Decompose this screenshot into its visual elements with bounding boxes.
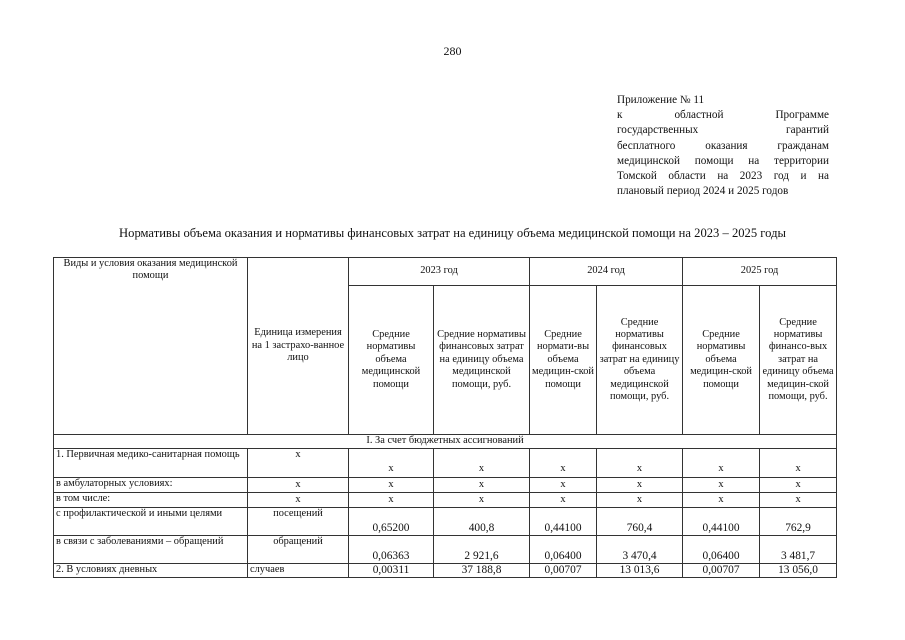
row-name: в амбулаторных условиях:	[54, 478, 248, 493]
header-sub: Средние нормативы финансо-вых затрат на единицу объема медицин-ской помощи, руб.	[760, 286, 837, 435]
row-value: x	[530, 478, 597, 493]
row-value: 0,00707	[683, 564, 760, 578]
row-value: x	[434, 449, 530, 478]
table-row	[54, 564, 837, 578]
row-value: x	[683, 449, 760, 478]
appendix-line: государственных гарантий	[617, 124, 829, 137]
row-value: x	[683, 493, 760, 508]
row-name: в том числе:	[54, 493, 248, 508]
page-number: 280	[443, 44, 462, 58]
row-value: 0,00311	[349, 564, 434, 578]
appendix-line: Приложение № 11	[617, 94, 705, 106]
appendix-line: Томской области на 2023 год и на	[617, 170, 829, 183]
row-value: 13 056,0	[760, 564, 837, 578]
header-sub: Средние нормати-вы объема медицин-ской помощи	[530, 286, 597, 435]
row-value: x	[349, 478, 434, 493]
row-value: x	[349, 449, 434, 478]
row-value: x	[434, 493, 530, 508]
row-value: x	[434, 478, 530, 493]
row-value: x	[530, 493, 597, 508]
section-title: I. За счет бюджетных ассигнований	[54, 435, 837, 449]
header-sub: Средние нормативы финансовых затрат на единицу объема медицинской помощи, руб.	[434, 286, 530, 435]
norms-table	[53, 257, 837, 578]
header-sub: Средние нормативы объема медицин-ской помощи	[683, 286, 760, 435]
row-value: 0,44100	[530, 508, 597, 536]
table-row	[54, 493, 837, 508]
header-year: 2023 год	[349, 258, 530, 286]
appendix-line: медицинской помощи на территории	[617, 154, 829, 167]
row-value: 13 013,6	[597, 564, 683, 578]
header-year: 2025 год	[683, 258, 837, 286]
appendix-line: к областной Программе	[617, 109, 829, 122]
table-row	[54, 449, 837, 478]
row-value: x	[760, 478, 837, 493]
header-unit: Единица измерения на 1 застрахо-ванное лицо	[248, 258, 349, 435]
row-value: 3 481,7	[760, 536, 837, 564]
row-value: x	[597, 478, 683, 493]
row-value: 3 470,4	[597, 536, 683, 564]
row-value: x	[760, 493, 837, 508]
header-sub: Средние нормативы объема медицинской помощи	[349, 286, 434, 435]
row-unit: x	[248, 493, 349, 508]
header-year: 2024 год	[530, 258, 683, 286]
row-value: 0,06400	[530, 536, 597, 564]
row-value: 400,8	[434, 508, 530, 536]
table-row	[54, 508, 837, 536]
row-value: 0,06363	[349, 536, 434, 564]
appendix-line: плановый период 2024 и 2025 годов	[617, 185, 789, 198]
row-value: x	[597, 493, 683, 508]
row-value: x	[530, 449, 597, 478]
row-value: 762,9	[760, 508, 837, 536]
row-unit: обращений	[248, 536, 349, 564]
row-unit: x	[248, 449, 349, 478]
row-value: 0,65200	[349, 508, 434, 536]
row-value: 0,00707	[530, 564, 597, 578]
row-value: 0,06400	[683, 536, 760, 564]
row-value: x	[760, 449, 837, 478]
row-value: x	[683, 478, 760, 493]
row-name: 1. Первичная медико-санитарная помощь	[54, 449, 248, 478]
row-value: x	[349, 493, 434, 508]
appendix-block	[617, 93, 829, 199]
row-value: 0,44100	[683, 508, 760, 536]
row-name: в связи с заболеваниями – обращений	[54, 536, 248, 564]
row-unit: x	[248, 478, 349, 493]
table-row	[54, 478, 837, 493]
appendix-line: бесплатного оказания гражданам	[617, 139, 829, 152]
row-name: с профилактической и иными целями	[54, 508, 248, 536]
row-unit: случаев	[248, 564, 349, 578]
document-title: Нормативы объема оказания и нормативы финансовых затрат на единицу объема медицинской помощи на 2023 – 2025 годы	[119, 226, 786, 240]
row-value: 37 188,8	[434, 564, 530, 578]
row-value: 760,4	[597, 508, 683, 536]
table-row	[54, 536, 837, 564]
header-kind: Виды и условия оказания медицинской помощи	[54, 258, 248, 435]
row-unit: посещений	[248, 508, 349, 536]
header-sub: Средние нормативы финансовых затрат на единицу объема медицинской помощи, руб.	[597, 286, 683, 435]
row-value: 2 921,6	[434, 536, 530, 564]
row-value: x	[597, 449, 683, 478]
row-name: 2. В условиях дневных	[54, 564, 248, 578]
